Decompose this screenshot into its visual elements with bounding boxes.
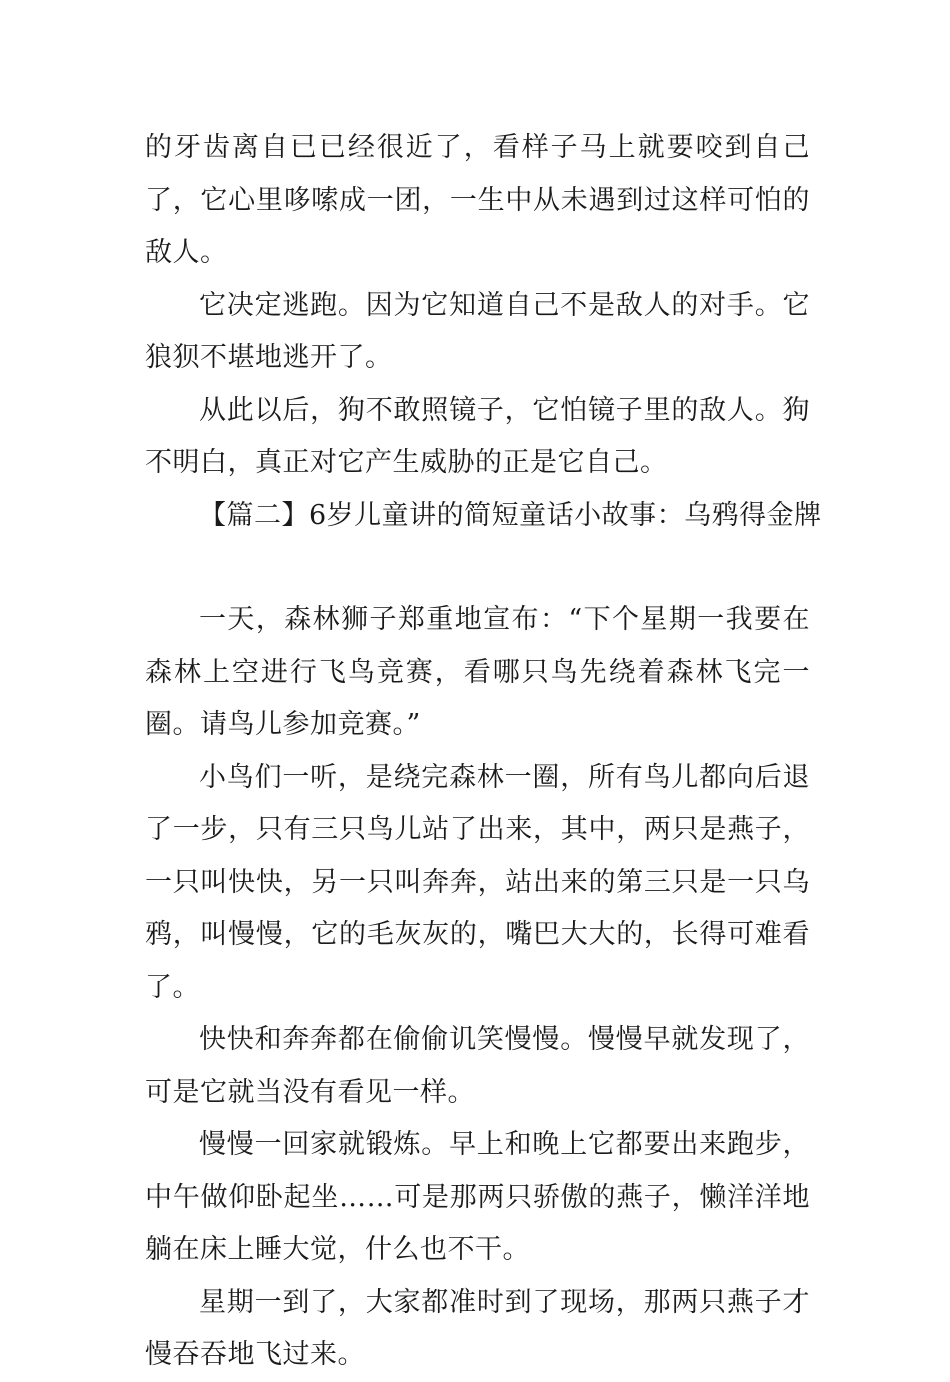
paragraph: 小鸟们一听，是绕完森林一圈，所有鸟儿都向后退了一步，只有三只鸟儿站了出来，其中，两只是燕子，一只叫快快，另一只叫奔奔，站出来的第三只是一只乌鸦，叫慢慢，它的毛灰灰的，嘴巴大大的，长得可难看了。 (145, 761, 810, 1003)
paragraph: 一天，森林狮子郑重地宣布：“下个星期一我要在森林上空进行飞鸟竞赛，看哪只鸟先绕着森林飞完一圈。请鸟儿参加竞赛。” (145, 604, 810, 740)
paragraph: 从此以后，狗不敢照镜子，它怕镜子里的敌人。狗不明白，真正对它产生威胁的正是它自己。 (145, 394, 810, 478)
paragraph: 它决定逃跑。因为它知道自己不是敌人的对手。它狼狈不堪地逃开了。 (145, 289, 810, 373)
paragraph: 慢慢一回家就锻炼。早上和晚上它都要出来跑步，中午做仰卧起坐……可是那两只骄傲的燕子，懒洋洋地躺在床上睡大觉，什么也不干。 (145, 1129, 810, 1265)
paragraph: 的牙齿离自已已经很近了，看样子马上就要咬到自己了，它心里哆嗦成一团，一生中从未遇到过这样可怕的敌人。 (145, 132, 810, 268)
text-column (145, 122, 822, 1382)
paragraph: 快快和奔奔都在偷偷讥笑慢慢。慢慢早就发现了，可是它就当没有看见一样。 (145, 1024, 810, 1108)
paragraph: 星期一到了，大家都准时到了现场，那两只燕子才慢吞吞地飞过来。 (145, 1286, 810, 1370)
section-heading: 【篇二】6岁儿童讲的简短童话小故事：乌鸦得金牌 (199, 499, 822, 531)
